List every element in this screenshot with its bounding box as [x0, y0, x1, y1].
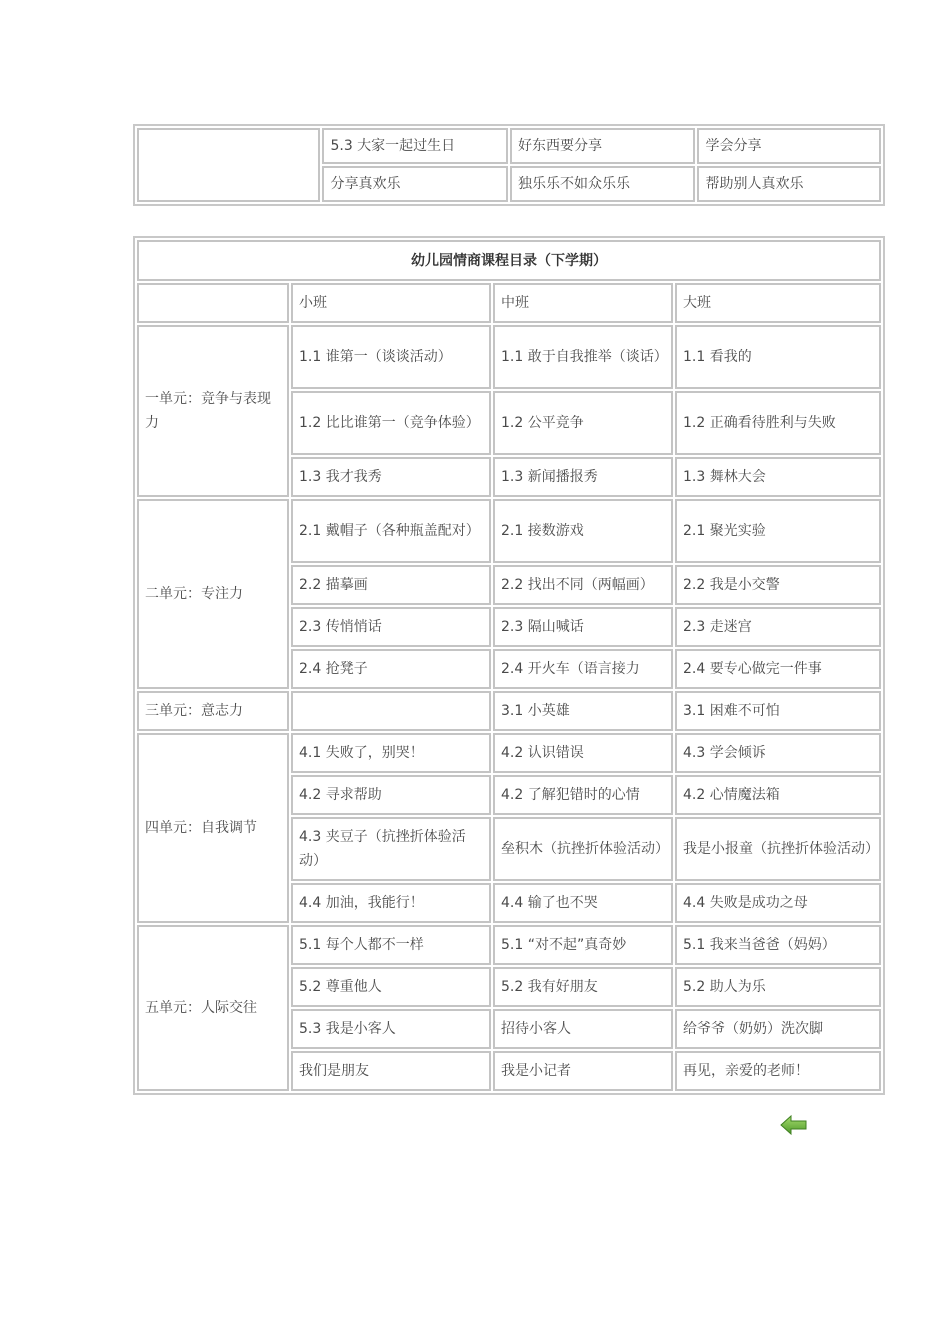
- table-cell: 1.2 公平竞争: [493, 391, 673, 455]
- table-cell: 2.4 抢凳子: [291, 649, 491, 689]
- table-cell: 1.2 正确看待胜利与失败: [675, 391, 881, 455]
- table-cell: 学会分享: [697, 128, 881, 164]
- table-cell: 1.1 敢于自我推举（谈话）: [493, 325, 673, 389]
- table-cell: 4.3 学会倾诉: [675, 733, 881, 773]
- table-cell: 5.3 大家一起过生日: [322, 128, 508, 164]
- table-cell: 4.2 认识错误: [493, 733, 673, 773]
- previous-page-table: [133, 124, 885, 206]
- table-row: [137, 128, 881, 164]
- table-cell: 2.3 走迷宫: [675, 607, 881, 647]
- table-cell: 2.1 戴帽子（各种瓶盖配对）: [291, 499, 491, 563]
- table-cell: 4.1 失败了，别哭！: [291, 733, 491, 773]
- table-cell: 我是小报童（抗挫折体验活动）: [675, 817, 881, 881]
- table-cell: 好东西要分享: [510, 128, 696, 164]
- table-cell: 招待小客人: [493, 1009, 673, 1049]
- header-cell-large-class: 大班: [675, 283, 881, 323]
- unit-label: 四单元：自我调节: [137, 733, 289, 923]
- table-cell: [291, 691, 491, 731]
- table-cell: 垒积木（抗挫折体验活动）: [493, 817, 673, 881]
- unit-label: 二单元：专注力: [137, 499, 289, 689]
- table-cell: 4.4 输了也不哭: [493, 883, 673, 923]
- table-cell: 2.1 聚光实验: [675, 499, 881, 563]
- header-row: [137, 283, 881, 323]
- table-cell: 2.1 接数游戏: [493, 499, 673, 563]
- table-cell: 5.2 助人为乐: [675, 967, 881, 1007]
- table-row: [137, 325, 881, 389]
- table-cell: 1.2 比比谁第一（竞争体验）: [291, 391, 491, 455]
- table-cell: 帮助别人真欢乐: [697, 166, 881, 202]
- table-cell: 2.2 我是小交警: [675, 565, 881, 605]
- table-cell: 1.3 新闻播报秀: [493, 457, 673, 497]
- table-title: 幼儿园情商课程目录（下学期）: [137, 240, 881, 281]
- table-cell: 2.4 要专心做完一件事: [675, 649, 881, 689]
- table-cell: 5.2 我有好朋友: [493, 967, 673, 1007]
- table-cell: 5.1 “对不起”真奇妙: [493, 925, 673, 965]
- table-cell: 5.1 我来当爸爸（妈妈）: [675, 925, 881, 965]
- table-cell: 4.4 加油，我能行！: [291, 883, 491, 923]
- title-row: [137, 240, 881, 281]
- table-cell: 4.4 失败是成功之母: [675, 883, 881, 923]
- table-cell: 我是小记者: [493, 1051, 673, 1091]
- table-cell: 给爷爷（奶奶）洗次脚: [675, 1009, 881, 1049]
- table-cell: 1.1 看我的: [675, 325, 881, 389]
- table-cell: 2.2 找出不同（两幅画）: [493, 565, 673, 605]
- table-cell: 1.3 我才我秀: [291, 457, 491, 497]
- table-cell: 2.3 隔山喊话: [493, 607, 673, 647]
- unit-label: 五单元：人际交往: [137, 925, 289, 1091]
- unit-label: 三单元：意志力: [137, 691, 289, 731]
- table-cell: 4.2 心情魔法箱: [675, 775, 881, 815]
- table-cell: 4.2 寻求帮助: [291, 775, 491, 815]
- table-row: [137, 691, 881, 731]
- table-cell: 3.1 困难不可怕: [675, 691, 881, 731]
- table-cell: 5.1 每个人都不一样: [291, 925, 491, 965]
- header-cell-small-class: 小班: [291, 283, 491, 323]
- table-cell: 再见，亲爱的老师！: [675, 1051, 881, 1091]
- unit-label: 一单元：竞争与表现力: [137, 325, 289, 497]
- table-cell: 2.2 描摹画: [291, 565, 491, 605]
- table-cell: 1.3 舞林大会: [675, 457, 881, 497]
- table-cell: 4.3 夹豆子（抗挫折体验活动）: [291, 817, 491, 881]
- header-cell-empty: [137, 283, 289, 323]
- table-row: [137, 499, 881, 563]
- table-cell: 2.3 传悄悄话: [291, 607, 491, 647]
- table-cell: 1.1 谁第一（谈谈活动）: [291, 325, 491, 389]
- table-cell: 2.4 开火车（语言接力: [493, 649, 673, 689]
- table-cell: 4.2 了解犯错时的心情: [493, 775, 673, 815]
- curriculum-table: [133, 236, 885, 1095]
- table-cell: 分享真欢乐: [322, 166, 508, 202]
- header-cell-middle-class: 中班: [493, 283, 673, 323]
- table-cell: 3.1 小英雄: [493, 691, 673, 731]
- table-cell: 5.3 我是小客人: [291, 1009, 491, 1049]
- table-cell: 独乐乐不如众乐乐: [510, 166, 696, 202]
- unit-cell-empty: [137, 128, 320, 202]
- back-arrow-icon[interactable]: [779, 1114, 809, 1136]
- table-cell: 5.2 尊重他人: [291, 967, 491, 1007]
- table-row: [137, 733, 881, 773]
- table-row: [137, 925, 881, 965]
- table-cell: 我们是朋友: [291, 1051, 491, 1091]
